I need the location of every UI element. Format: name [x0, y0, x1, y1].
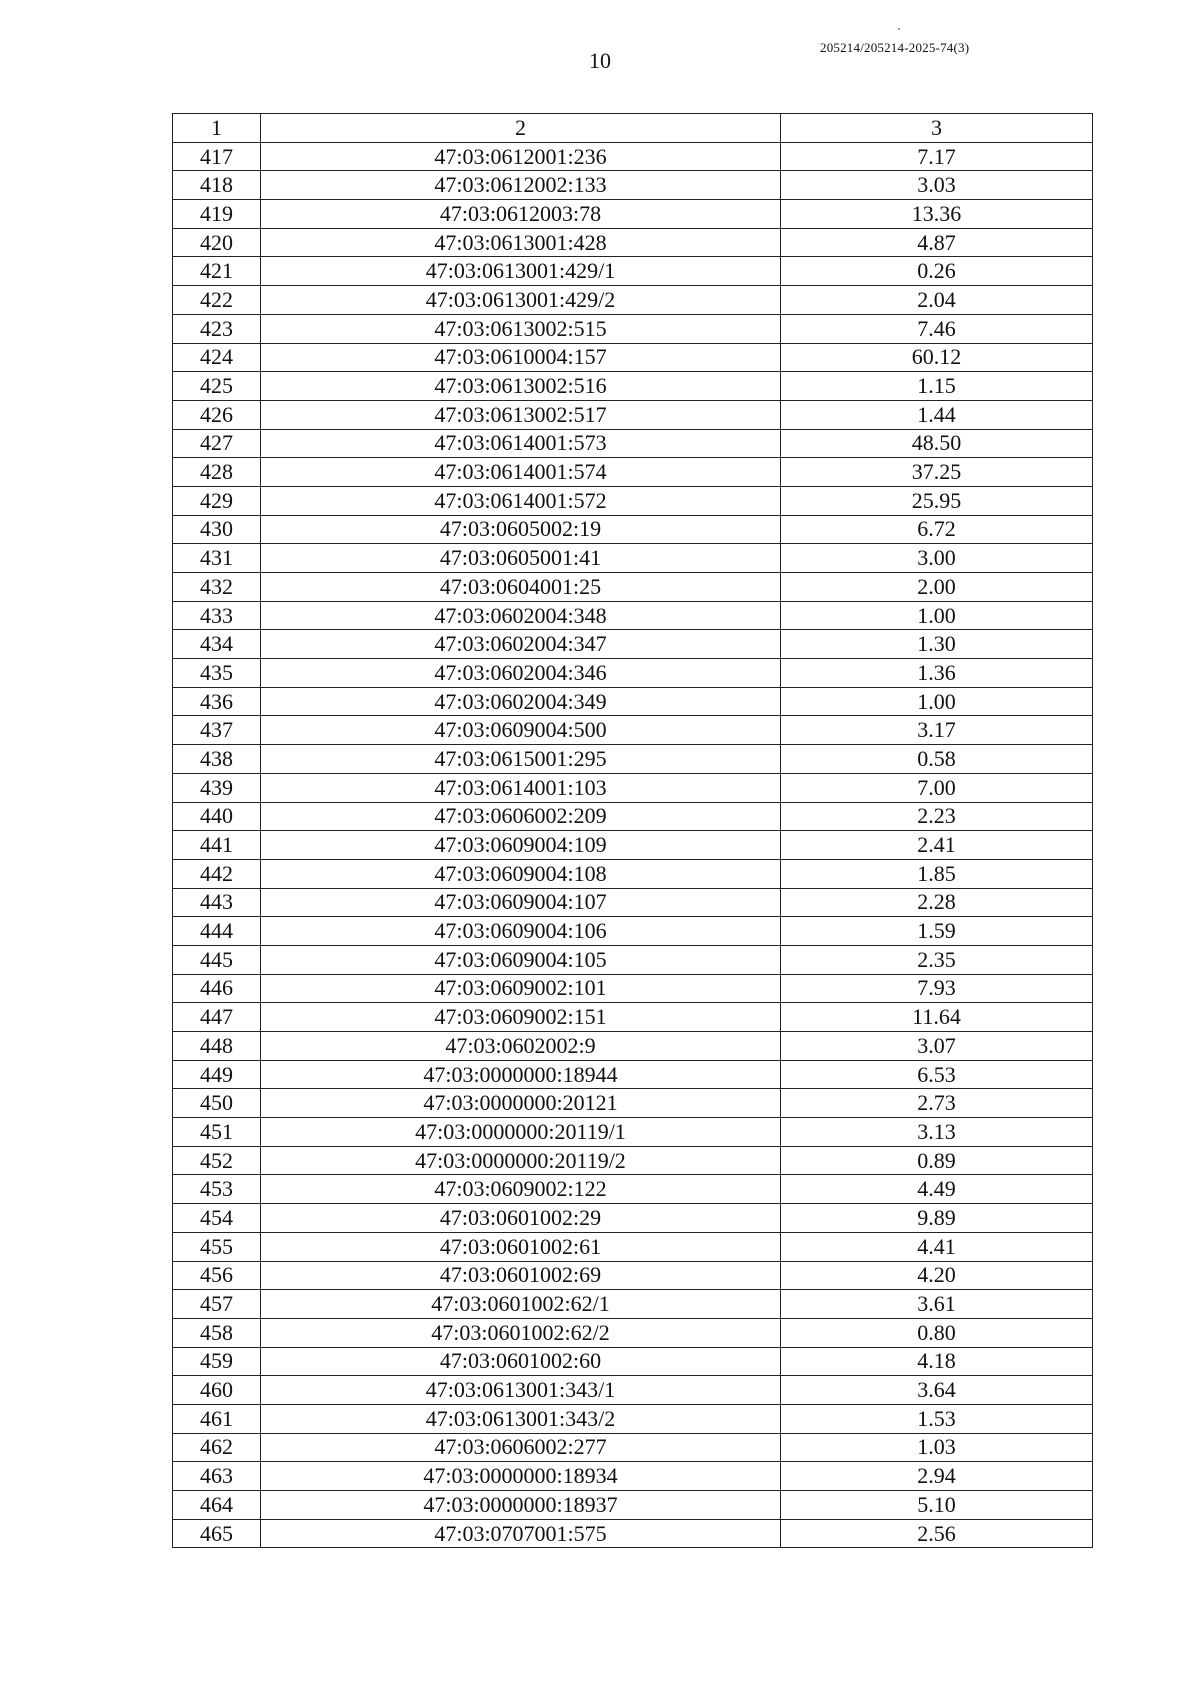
table-row [173, 1290, 1093, 1319]
cadastral-number-cell: 47:03:0613002:515 [261, 314, 781, 343]
table-row [173, 1404, 1093, 1433]
cadastral-table [172, 113, 1093, 1548]
cadastral-number-cell: 47:03:0614001:573 [261, 429, 781, 458]
value-cell: 9.89 [781, 1204, 1093, 1233]
row-number-cell: 428 [173, 458, 261, 487]
value-cell: 6.72 [781, 515, 1093, 544]
value-cell: 1.36 [781, 659, 1093, 688]
cadastral-number-cell: 47:03:0000000:18937 [261, 1491, 781, 1520]
table-row [173, 802, 1093, 831]
table-row [173, 1376, 1093, 1405]
column-header-cadastral-number: 2 [261, 114, 781, 143]
row-number-cell: 424 [173, 343, 261, 372]
value-cell: 5.10 [781, 1491, 1093, 1520]
row-number-cell: 422 [173, 286, 261, 315]
row-number-cell: 432 [173, 573, 261, 602]
table-header-row [173, 114, 1093, 143]
table-row [173, 1318, 1093, 1347]
row-number-cell: 426 [173, 400, 261, 429]
table-row [173, 142, 1093, 171]
row-number-cell: 457 [173, 1290, 261, 1319]
cadastral-number-cell: 47:03:0601002:69 [261, 1261, 781, 1290]
value-cell: 2.28 [781, 888, 1093, 917]
row-number-cell: 451 [173, 1118, 261, 1147]
table-row [173, 1519, 1093, 1548]
value-cell: 3.61 [781, 1290, 1093, 1319]
value-cell: 2.73 [781, 1089, 1093, 1118]
cadastral-number-cell: 47:03:0000000:18944 [261, 1060, 781, 1089]
row-number-cell: 455 [173, 1232, 261, 1261]
value-cell: 3.00 [781, 544, 1093, 573]
table-row [173, 888, 1093, 917]
row-number-cell: 456 [173, 1261, 261, 1290]
row-number-cell: 459 [173, 1347, 261, 1376]
value-cell: 2.04 [781, 286, 1093, 315]
cadastral-number-cell: 47:03:0613001:428 [261, 228, 781, 257]
row-number-cell: 446 [173, 974, 261, 1003]
value-cell: 4.20 [781, 1261, 1093, 1290]
table-row [173, 601, 1093, 630]
cadastral-number-cell: 47:03:0615001:295 [261, 745, 781, 774]
column-header-value: 3 [781, 114, 1093, 143]
table-row [173, 486, 1093, 515]
table-row [173, 974, 1093, 1003]
value-cell: 4.49 [781, 1175, 1093, 1204]
table-row [173, 400, 1093, 429]
value-cell: 2.56 [781, 1519, 1093, 1548]
value-cell: 6.53 [781, 1060, 1093, 1089]
cadastral-number-cell: 47:03:0601002:62/2 [261, 1318, 781, 1347]
cadastral-number-cell: 47:03:0601002:60 [261, 1347, 781, 1376]
table-row [173, 630, 1093, 659]
value-cell: 3.64 [781, 1376, 1093, 1405]
row-number-cell: 434 [173, 630, 261, 659]
row-number-cell: 454 [173, 1204, 261, 1233]
table-row [173, 573, 1093, 602]
table-row [173, 859, 1093, 888]
cadastral-number-cell: 47:03:0000000:20121 [261, 1089, 781, 1118]
table-row [173, 716, 1093, 745]
table-row [173, 687, 1093, 716]
cadastral-number-cell: 47:03:0609004:108 [261, 859, 781, 888]
row-number-cell: 464 [173, 1491, 261, 1520]
table-row [173, 1060, 1093, 1089]
table-row [173, 343, 1093, 372]
cadastral-number-cell: 47:03:0000000:20119/1 [261, 1118, 781, 1147]
row-number-cell: 458 [173, 1318, 261, 1347]
value-cell: 1.00 [781, 601, 1093, 630]
row-number-cell: 431 [173, 544, 261, 573]
cadastral-number-cell: 47:03:0613001:429/1 [261, 257, 781, 286]
cadastral-number-cell: 47:03:0602002:9 [261, 1032, 781, 1061]
value-cell: 11.64 [781, 1003, 1093, 1032]
row-number-cell: 462 [173, 1433, 261, 1462]
row-number-cell: 441 [173, 831, 261, 860]
row-number-cell: 440 [173, 802, 261, 831]
value-cell: 0.58 [781, 745, 1093, 774]
row-number-cell: 453 [173, 1175, 261, 1204]
row-number-cell: 425 [173, 372, 261, 401]
value-cell: 3.17 [781, 716, 1093, 745]
cadastral-number-cell: 47:03:0613001:343/1 [261, 1376, 781, 1405]
value-cell: 2.35 [781, 945, 1093, 974]
table-row [173, 1118, 1093, 1147]
table-row [173, 773, 1093, 802]
cadastral-number-cell: 47:03:0613001:343/2 [261, 1404, 781, 1433]
value-cell: 4.41 [781, 1232, 1093, 1261]
value-cell: 1.03 [781, 1433, 1093, 1462]
cadastral-number-cell: 47:03:0000000:20119/2 [261, 1146, 781, 1175]
table-row [173, 945, 1093, 974]
row-number-cell: 435 [173, 659, 261, 688]
cadastral-number-cell: 47:03:0609004:500 [261, 716, 781, 745]
document-reference: 205214/205214-2025-74(3) [820, 40, 970, 55]
table-row [173, 1032, 1093, 1061]
value-cell: 7.17 [781, 142, 1093, 171]
cadastral-number-cell: 47:03:0606002:209 [261, 802, 781, 831]
value-cell: 2.94 [781, 1462, 1093, 1491]
row-number-cell: 423 [173, 314, 261, 343]
table-row [173, 458, 1093, 487]
row-number-cell: 448 [173, 1032, 261, 1061]
table-row [173, 314, 1093, 343]
table-row [173, 1204, 1093, 1233]
value-cell: 7.46 [781, 314, 1093, 343]
row-number-cell: 452 [173, 1146, 261, 1175]
row-number-cell: 417 [173, 142, 261, 171]
cadastral-number-cell: 47:03:0609004:105 [261, 945, 781, 974]
value-cell: 1.00 [781, 687, 1093, 716]
table-row [173, 228, 1093, 257]
cadastral-number-cell: 47:03:0601002:29 [261, 1204, 781, 1233]
table-row [173, 200, 1093, 229]
cadastral-number-cell: 47:03:0604001:25 [261, 573, 781, 602]
column-header-number: 1 [173, 114, 261, 143]
value-cell: 1.30 [781, 630, 1093, 659]
row-number-cell: 421 [173, 257, 261, 286]
value-cell: 2.23 [781, 802, 1093, 831]
value-cell: 2.41 [781, 831, 1093, 860]
cadastral-number-cell: 47:03:0601002:61 [261, 1232, 781, 1261]
cadastral-number-cell: 47:03:0612002:133 [261, 171, 781, 200]
cadastral-number-cell: 47:03:0614001:103 [261, 773, 781, 802]
cadastral-number-cell: 47:03:0609004:109 [261, 831, 781, 860]
row-number-cell: 436 [173, 687, 261, 716]
value-cell: 13.36 [781, 200, 1093, 229]
row-number-cell: 450 [173, 1089, 261, 1118]
cadastral-number-cell: 47:03:0602004:347 [261, 630, 781, 659]
table-row [173, 1462, 1093, 1491]
cadastral-number-cell: 47:03:0612001:236 [261, 142, 781, 171]
table-row [173, 1232, 1093, 1261]
cadastral-number-cell: 47:03:0605002:19 [261, 515, 781, 544]
cadastral-number-cell: 47:03:0602004:346 [261, 659, 781, 688]
row-number-cell: 444 [173, 917, 261, 946]
cadastral-number-cell: 47:03:0609002:151 [261, 1003, 781, 1032]
value-cell: 60.12 [781, 343, 1093, 372]
cadastral-number-cell: 47:03:0613002:516 [261, 372, 781, 401]
value-cell: 7.93 [781, 974, 1093, 1003]
row-number-cell: 447 [173, 1003, 261, 1032]
row-number-cell: 418 [173, 171, 261, 200]
row-number-cell: 465 [173, 1519, 261, 1548]
table-row [173, 1347, 1093, 1376]
value-cell: 37.25 [781, 458, 1093, 487]
value-cell: 2.00 [781, 573, 1093, 602]
value-cell: 3.13 [781, 1118, 1093, 1147]
cadastral-number-cell: 47:03:0602004:348 [261, 601, 781, 630]
row-number-cell: 439 [173, 773, 261, 802]
table-row [173, 1175, 1093, 1204]
table-row [173, 659, 1093, 688]
table-body [173, 142, 1093, 1548]
table-row [173, 372, 1093, 401]
value-cell: 1.59 [781, 917, 1093, 946]
table-row [173, 1491, 1093, 1520]
table-row [173, 1146, 1093, 1175]
table-row [173, 745, 1093, 774]
cadastral-number-cell: 47:03:0602004:349 [261, 687, 781, 716]
row-number-cell: 442 [173, 859, 261, 888]
row-number-cell: 463 [173, 1462, 261, 1491]
cadastral-number-cell: 47:03:0614001:574 [261, 458, 781, 487]
scan-speck [898, 28, 900, 30]
table-row [173, 257, 1093, 286]
row-number-cell: 430 [173, 515, 261, 544]
cadastral-number-cell: 47:03:0609004:107 [261, 888, 781, 917]
value-cell: 4.87 [781, 228, 1093, 257]
row-number-cell: 461 [173, 1404, 261, 1433]
value-cell: 1.53 [781, 1404, 1093, 1433]
table-row [173, 1433, 1093, 1462]
cadastral-number-cell: 47:03:0000000:18934 [261, 1462, 781, 1491]
cadastral-number-cell: 47:03:0612003:78 [261, 200, 781, 229]
value-cell: 4.18 [781, 1347, 1093, 1376]
value-cell: 1.44 [781, 400, 1093, 429]
value-cell: 25.95 [781, 486, 1093, 515]
row-number-cell: 460 [173, 1376, 261, 1405]
table-row [173, 1089, 1093, 1118]
row-number-cell: 445 [173, 945, 261, 974]
value-cell: 48.50 [781, 429, 1093, 458]
table-row [173, 1261, 1093, 1290]
cadastral-number-cell: 47:03:0707001:575 [261, 1519, 781, 1548]
row-number-cell: 419 [173, 200, 261, 229]
table-row [173, 917, 1093, 946]
cadastral-number-cell: 47:03:0609002:101 [261, 974, 781, 1003]
value-cell: 7.00 [781, 773, 1093, 802]
table-row [173, 429, 1093, 458]
cadastral-number-cell: 47:03:0609002:122 [261, 1175, 781, 1204]
row-number-cell: 420 [173, 228, 261, 257]
value-cell: 0.89 [781, 1146, 1093, 1175]
row-number-cell: 433 [173, 601, 261, 630]
table-row [173, 1003, 1093, 1032]
row-number-cell: 449 [173, 1060, 261, 1089]
page-number: 10 [589, 48, 611, 73]
row-number-cell: 437 [173, 716, 261, 745]
cadastral-number-cell: 47:03:0614001:572 [261, 486, 781, 515]
table-row [173, 544, 1093, 573]
value-cell: 1.85 [781, 859, 1093, 888]
cadastral-number-cell: 47:03:0606002:277 [261, 1433, 781, 1462]
cadastral-number-cell: 47:03:0613002:517 [261, 400, 781, 429]
table-row [173, 171, 1093, 200]
value-cell: 1.15 [781, 372, 1093, 401]
row-number-cell: 438 [173, 745, 261, 774]
cadastral-number-cell: 47:03:0610004:157 [261, 343, 781, 372]
cadastral-number-cell: 47:03:0613001:429/2 [261, 286, 781, 315]
cadastral-number-cell: 47:03:0605001:41 [261, 544, 781, 573]
table-row [173, 286, 1093, 315]
row-number-cell: 427 [173, 429, 261, 458]
value-cell: 0.26 [781, 257, 1093, 286]
table-row [173, 831, 1093, 860]
cadastral-number-cell: 47:03:0601002:62/1 [261, 1290, 781, 1319]
table-row [173, 515, 1093, 544]
cadastral-number-cell: 47:03:0609004:106 [261, 917, 781, 946]
value-cell: 3.07 [781, 1032, 1093, 1061]
row-number-cell: 443 [173, 888, 261, 917]
row-number-cell: 429 [173, 486, 261, 515]
value-cell: 3.03 [781, 171, 1093, 200]
value-cell: 0.80 [781, 1318, 1093, 1347]
